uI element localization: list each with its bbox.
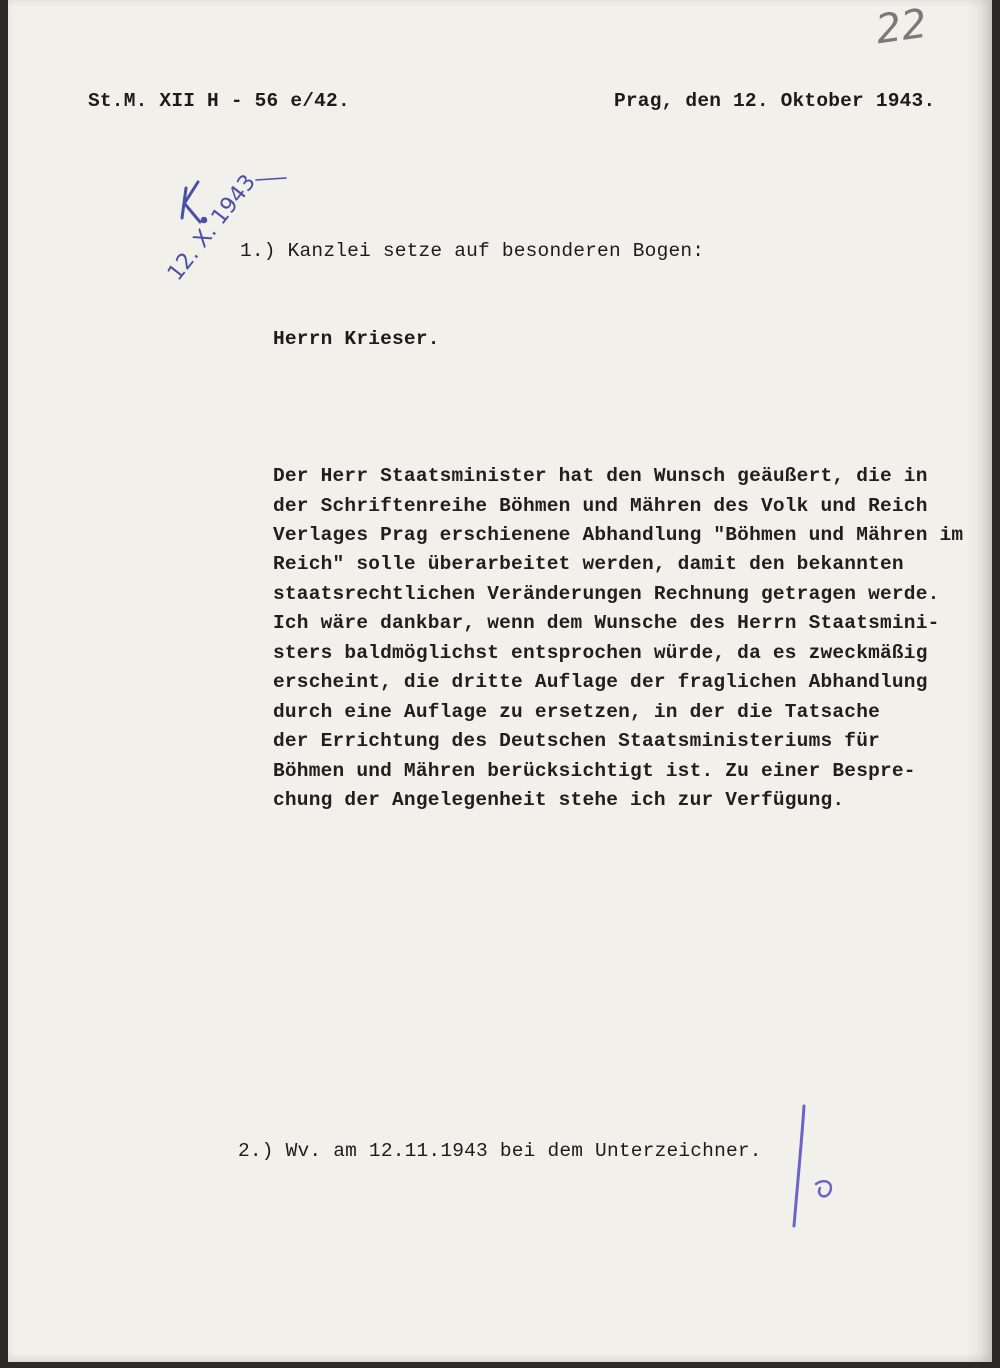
received-stamp <box>158 160 298 290</box>
body-line: Verlages Prag erschienene Abhandlung "Böhmen und Mähren im <box>273 524 964 546</box>
body-line: erscheint, die dritte Auflage der fraglichen Abhandlung <box>273 671 928 693</box>
page-edge-shadow <box>966 0 992 1362</box>
stamp-date: 12. X. 1943 <box>163 170 261 286</box>
addressee: Herrn Krieser. <box>273 328 440 350</box>
body-line: durch eine Auflage zu ersetzen, in der die Tatsache <box>273 701 880 723</box>
pencil-page-number: 22 <box>873 0 930 54</box>
item-2-instruction: 2.) Wv. am 12.11.1943 bei dem Unterzeichner. <box>238 1140 762 1162</box>
place-and-date: Prag, den 12. Oktober 1943. <box>614 90 936 112</box>
body-line: Böhmen und Mähren berücksichtigt ist. Zu einer Bespre- <box>273 760 916 782</box>
document-page <box>8 0 992 1362</box>
body-line: Reich" solle überarbeitet werden, damit den bekannten <box>273 553 904 575</box>
body-line: der Errichtung des Deutschen Staatsministeriums für <box>273 730 880 752</box>
body-line: chung der Angelegenheit stehe ich zur Verfügung. <box>273 789 845 811</box>
body-line: staatsrechtlichen Veränderungen Rechnung getragen werde. <box>273 583 940 605</box>
item-1-instruction: 1.) Kanzlei setze auf besonderen Bogen: <box>240 240 705 262</box>
body-line: Der Herr Staatsminister hat den Wunsch geäußert, die in <box>273 465 928 487</box>
body-line: der Schriftenreihe Böhmen und Mähren des Volk und Reich <box>273 495 928 517</box>
signature-mark <box>776 1098 856 1238</box>
reference-number: St.M. XII H - 56 e/42. <box>88 90 350 112</box>
body-line: sters baldmöglichst entsprochen würde, da es zweckmäßig <box>273 642 928 664</box>
body-line: Ich wäre dankbar, wenn dem Wunsche des Herrn Staatsmini- <box>273 612 940 634</box>
